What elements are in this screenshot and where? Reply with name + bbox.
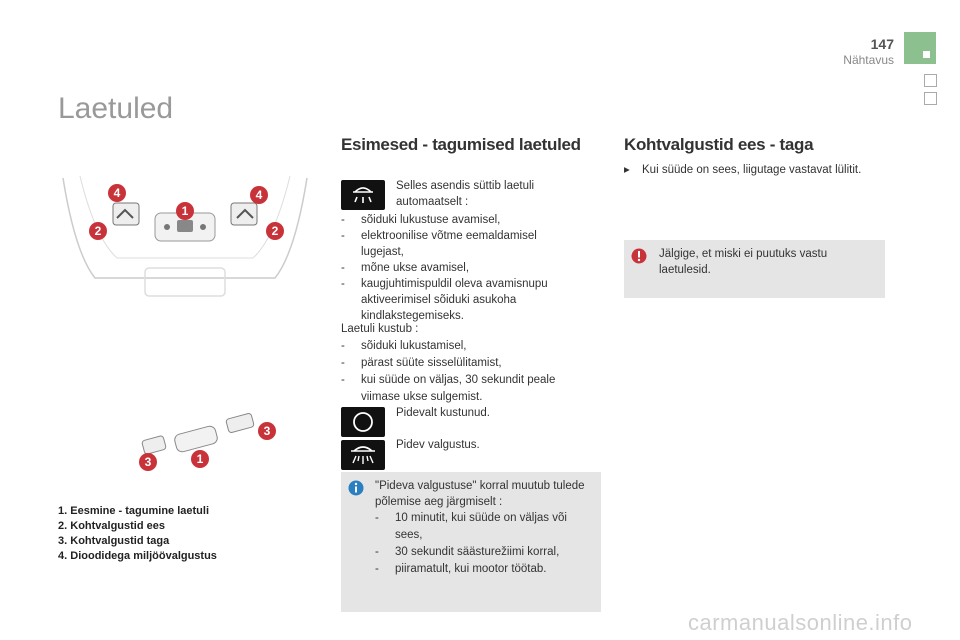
bullet-arrow-icon: ▸: [624, 164, 630, 176]
list-item: - piiramatult, kui mootor töötab.: [375, 561, 590, 578]
component-legend: [58, 504, 318, 564]
chapter-tab-active: [904, 32, 936, 64]
section-heading-front-rear: Esimesed - tagumised laetuled: [341, 135, 581, 154]
door-mode-icon: [341, 180, 385, 210]
front-ceiling-console-illustration: [55, 168, 315, 308]
badge-4-right-label: 4: [255, 188, 263, 202]
legend-item: 2. Kohtvalgustid ees: [58, 520, 165, 532]
auto-conditions-list: [341, 212, 576, 324]
legend-item: 4. Dioodidega miljöövalgustus: [58, 550, 217, 562]
section-heading-spotlights: Kohtvalgustid ees - taga: [624, 135, 814, 154]
badge-3-left-label: 3: [144, 455, 152, 469]
page-title: Laetuled: [58, 92, 174, 125]
list-item: - sõiduki lukustuse avamisel,: [341, 212, 576, 228]
always-on-text: Pidev valgustus.: [396, 439, 480, 451]
chapter-tab: [924, 92, 937, 105]
warning-text: Jälgige, et miski ei puutuks vastu laetulesid.: [659, 248, 828, 276]
warning-note-box: [624, 240, 885, 298]
section-name: Nähtavus: [843, 53, 894, 67]
list-item: - mõne ukse avamisel,: [341, 260, 576, 276]
list-item: - kui süüde on väljas, 30 sekundit peale viimase ukse sulgemist.: [341, 372, 581, 406]
chapter-tab: [924, 74, 937, 87]
badge-1-label: 1: [181, 204, 189, 218]
info-intro-text: "Pideva valgustuse" korral muutub tulede põlemise aeg järgmiselt :: [375, 480, 585, 508]
info-note-box: [341, 472, 601, 612]
info-icon: [348, 480, 364, 496]
off-intro: Laetuli kustub :: [341, 323, 419, 335]
tab-marker-icon: [923, 51, 930, 58]
badge-1-rear-label: 1: [196, 452, 204, 466]
badge-2-left-label: 2: [94, 224, 102, 238]
list-item: - 10 minutit, kui süüde on väljas või sees,: [375, 510, 590, 544]
list-item: - pärast süüte sisselülitamist,: [341, 355, 581, 372]
list-item: - elektroonilise võtme eemaldamisel lugejast,: [341, 228, 576, 260]
list-item: - 30 sekundit säästurežiimi korral,: [375, 544, 590, 561]
off-conditions-list: [341, 338, 581, 406]
list-item: - sõiduki lukustamisel,: [341, 338, 581, 355]
legend-item: 1. Eesmine - tagumine laetuli: [58, 505, 210, 517]
badge-2-right-label: 2: [271, 224, 279, 238]
auto-mode-text: Selles asendis süttib laetuli automaatselt :: [396, 180, 535, 208]
always-off-text: Pidevalt kustunud.: [396, 407, 490, 419]
warning-icon: [631, 248, 647, 264]
legend-item: 3. Kohtvalgustid taga: [58, 535, 170, 547]
list-item: - kaugjuhtimispuldil oleva avamisnupu aktiveerimisel sõiduki asukoha kindlakstegemiseks.: [341, 276, 576, 324]
watermark: carmanualsonline.info: [688, 610, 913, 635]
badge-4-left-label: 4: [113, 186, 121, 200]
light-off-icon: [341, 407, 385, 437]
spotlight-instruction: ▸ Kui süüde on sees, liigutage vastavat lülitit.: [624, 164, 862, 176]
page-number: 147: [870, 36, 894, 52]
info-duration-list: [375, 510, 590, 578]
badge-3-right-label: 3: [263, 424, 271, 438]
rear-ceiling-console-illustration: [135, 410, 285, 475]
light-on-icon: [341, 440, 385, 470]
